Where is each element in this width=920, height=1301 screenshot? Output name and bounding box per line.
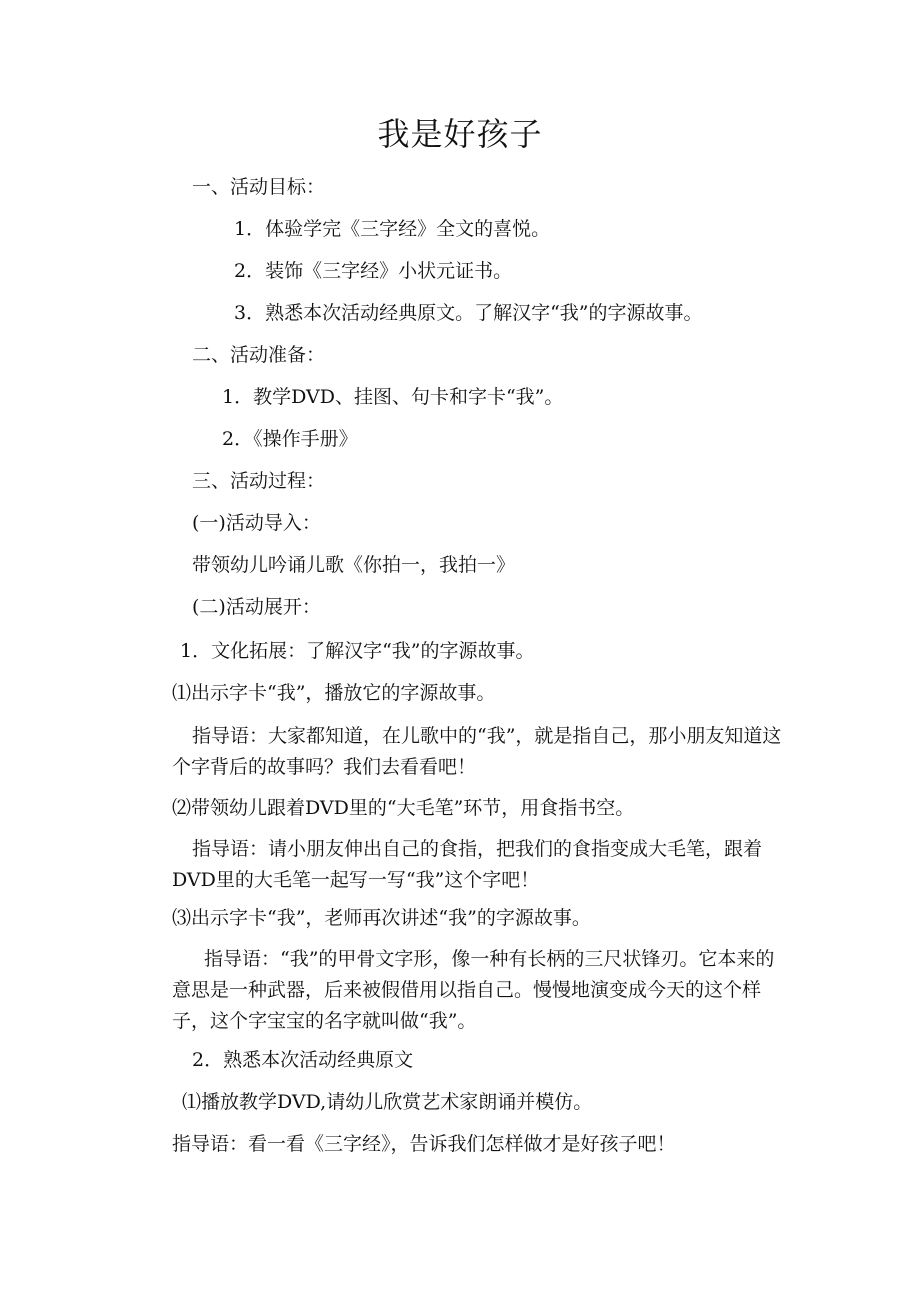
step1-guide2: 指导语：请小朋友伸出自己的食指，把我们的食指变成大毛笔，跟着DVD里的大毛笔一起写一写“我”这个字吧！ (172, 838, 763, 891)
document-title: 我是好孩子 (377, 115, 543, 153)
step2-heading: 2．熟悉本次活动经典原文 (192, 1049, 414, 1071)
step1-guide1: 指导语：大家都知道，在儿歌中的“我”，就是指自己，那小朋友知道这个字背后的故事吗？我们去看看吧！ (172, 725, 782, 778)
part2-heading: (二)活动展开： (192, 596, 321, 618)
step2-sub1: ⑴播放教学DVD,请幼儿欣赏艺术家朗诵并模仿。 (182, 1091, 593, 1113)
section2-item-2: 2．《操作手册》 (222, 428, 358, 450)
section3-heading: 三、活动过程： (192, 470, 326, 492)
step1-sub3: ⑶出示字卡“我”，老师再次讲述“我”的字源故事。 (172, 907, 591, 929)
step1-sub2: ⑵带领幼儿跟着DVD里的“大毛笔”环节，用食指书空。 (172, 797, 635, 819)
section2-heading: 二、活动准备： (192, 344, 326, 366)
step1-guide3: 指导语：“我”的甲骨文字形，像一种有长柄的三尺状锋刃。它本来的意思是一种武器，后来被假借用以指自己。慢慢地演变成今天的这个样子，这个字宝宝的名字就叫做“我”。 (172, 948, 775, 1032)
section1-item-2: 2．装饰《三字经》小状元证书。 (234, 260, 513, 282)
section1-item-3: 3．熟悉本次活动经典原文。了解汉字“我”的字源故事。 (234, 302, 703, 324)
step1-sub1: ⑴出示字卡“我”，播放它的字源故事。 (172, 682, 496, 704)
step2-guide1: 指导语：看一看《三字经》，告诉我们怎样做才是好孩子吧！ (172, 1133, 676, 1155)
section1-heading: 一、活动目标： (192, 176, 326, 198)
part1-text: 带领幼儿吟诵儿歌《你拍一，我拍一》 (192, 554, 516, 576)
section1-item-1: 1．体验学完《三字经》全文的喜悦。 (234, 218, 551, 240)
section2-item-1: 1．教学DVD、挂图、句卡和字卡“我”。 (222, 386, 564, 408)
part1-heading: (一)活动导入： (192, 512, 321, 534)
step1-heading: 1．文化拓展：了解汉字“我”的字源故事。 (180, 640, 535, 662)
